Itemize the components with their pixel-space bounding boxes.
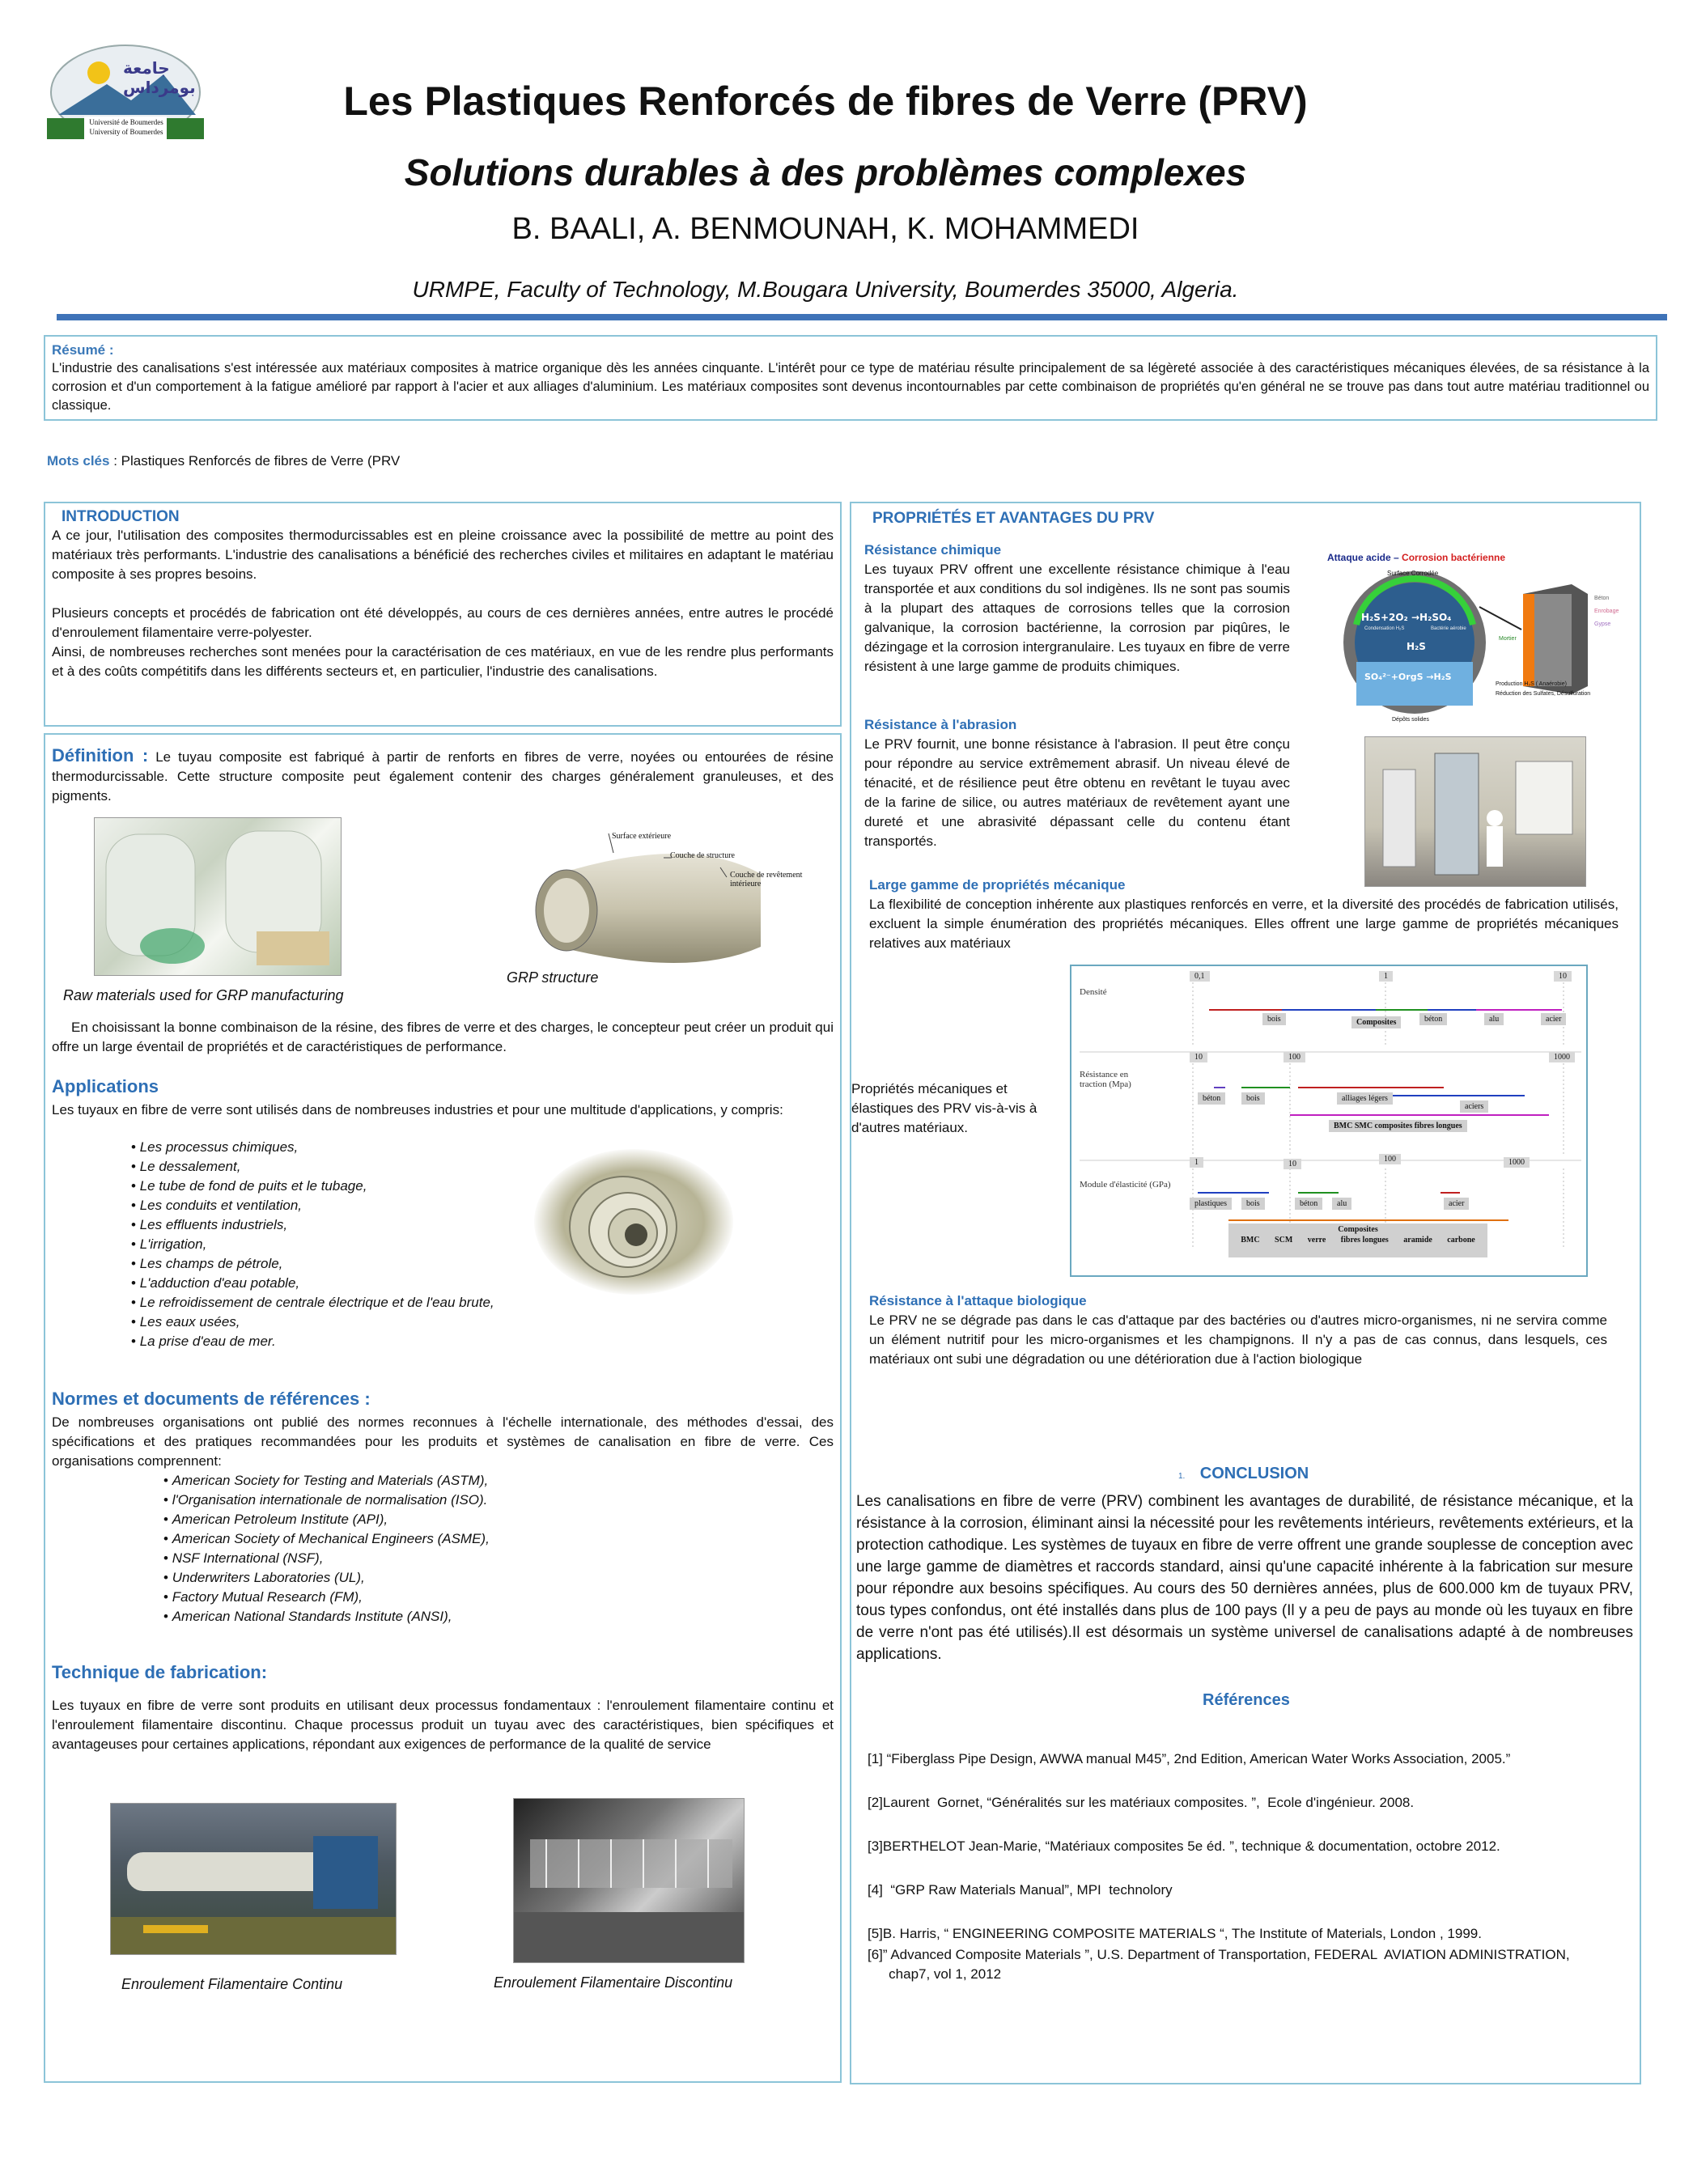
composites-item-bmc: BMC [1241,1236,1260,1245]
poster-subtitle: Solutions durables à des problèmes complexes [404,151,1247,193]
grp-label-surface: Surface extérieure [612,832,672,841]
biological-text: Le PRV ne se dégrade pas dans le cas d'attaque par des bactéries ou d'autres micro-organismes, ni ne servira comme un élément nutritif pour les micro-organismes et les champignons. Il n'y a pas de cas connus, dans lesquels, ces matériaux ont subi une dégradation ou une détérioration due à l'action biologique [869,1313,1607,1367]
chemical-heading: Résistance chimique [864,542,1002,558]
reference-item: [6]” Advanced Composite Materials ”, U.S. Department of Transportation, FEDERAL AVIATION ADMINISTRATION, [868,1947,1570,1962]
corrosion-depots: Dépôts solides [1392,717,1429,723]
norm-item: • American National Standards Institute (ANSI), [163,1607,649,1626]
corrosion-layer-enrobage: Enrobage [1594,609,1619,614]
applications-intro: Les tuyaux en fibre de verre sont utilisés dans de nombreuses industries et pour une multitude d'applications, y compris: [52,1102,783,1117]
reference-item: [1] “Fiberglass Pipe Design, AWWA manual M45”, 2nd Edition, American Water Works Association, 2005.” [868,1751,1511,1766]
introduction-p2: Plusieurs concepts et procédés de fabrication ont été développés, au cours de ces dernières années, entre autres le procédé d'enroulement filamentaire verre-polyester. [52,605,834,640]
normes-intro: De nombreuses organisations ont publié des normes reconnues à l'échelle internationale, des méthodes d'essai, des spécifications et des pratiques recommandées pour les produits et systèmes de canalisation en fibre de verre. Ces organisations comprennent: [52,1414,834,1469]
application-item: • Le dessalement, [131,1157,584,1177]
corrosion-layer-gypse: Gypse [1594,621,1611,627]
abstract-box [44,335,1657,421]
tensile-mat-alliages: alliages légers [1337,1092,1393,1105]
abstract-label: Résumé : [52,342,114,358]
corrosion-cond: Condensation H₂S [1364,626,1405,631]
continuous-winding-photo [110,1803,397,1955]
corrosion-diagram [1321,550,1628,727]
university-logo [42,34,209,142]
composites-range-title: Composites [1338,1225,1378,1234]
reference-item: [3]BERTHELOT Jean-Marie, “Matériaux composites 5e éd. ”, technique & documentation, octobre 2012. [868,1838,1500,1854]
density-mat-composites: Composites [1351,1016,1401,1028]
corrosion-title-a: Attaque acide – [1327,552,1402,563]
application-item: • La prise d'eau de mer. [131,1332,584,1351]
introduction-p3: Ainsi, de nombreuses recherches sont menées pour la caractérisation de ces matériaux, en vue de les rendre plus performants et à des coûts compétitifs dans les différents secteurs et, en particulier, l'industrie des canalisations. [52,644,834,679]
modulus-mat-bois: bois [1241,1198,1265,1210]
reference-item: [2]Laurent Gornet, “Généralités sur les matériaux composites. ”, Ecole d'ingénieur. 2008. [868,1795,1415,1810]
application-item: • Les conduits et ventilation, [131,1196,584,1215]
definition-text: Le tuyau composite est fabriqué à partir de renforts en fibres de verre, noyées ou entourées de résine thermodurcissable. Cette structure composite peut également contenir des charges généralement granuleuses, et des pigments. [52,749,834,804]
normes-list [163,1471,649,1626]
technique-heading: Technique de fabrication: [52,1662,268,1682]
keywords-label: Mots clés [47,453,110,469]
density-mat-acier: acier [1541,1013,1566,1025]
reference-item: [4] “GRP Raw Materials Manual”, MPI technolory [868,1882,1173,1898]
corrosion-eq3: SO₄²⁻+OrgS →H₂S [1364,672,1452,682]
tensile-mat-bmc: BMC SMC composites fibres longues [1329,1120,1467,1132]
logo-arabic-text: جامعة بومرداس [123,58,196,97]
modulus-tick-3: 1000 [1504,1157,1530,1168]
corrosion-eq1: H₂S+2O₂ →H₂SO₄ [1361,612,1452,623]
modulus-tick-0: 1 [1190,1157,1203,1168]
introduction-box [44,502,842,727]
density-tick-0: 0,1 [1190,971,1210,982]
abstract-text: L'industrie des canalisations s'est intéressée aux matériaux composites à matrice organique dès les années cinquante. L'intérêt pour ce type de matériau résulte principalement de sa légèreté associée à des caractéristiques mécaniques élevées, de sa résistance à la corrosion et d'un comportement à la fatigue amélioré par rapport à l'acier et aux alliages d'aluminium. Les matériaux composites sont devenus incontournables par cette combinaison de propriétés qu'en général ne se trouve pas dans tout autre matériau traditionnel ou classique. [52,361,1649,413]
discontinuous-winding-photo [513,1798,745,1963]
corrosion-title-b: Corrosion bactérienne [1402,552,1506,563]
modulus-mat-plastiques: plastiques [1190,1198,1232,1210]
conclusion-heading: CONCLUSION [1199,1465,1309,1482]
corrosion-layer-mortier: Mortier [1499,636,1517,642]
density-mat-alu: alu [1484,1013,1504,1025]
norm-item: • NSF International (NSF), [163,1549,649,1568]
references-heading: Références [1203,1691,1290,1709]
applications-list [131,1138,584,1351]
keywords-text: : Plastiques Renforcés de fibres de Verre (PRV [113,453,401,469]
definition-heading: Définition : [52,745,149,765]
composites-item-fibres: fibres longues [1340,1236,1389,1245]
composites-item-verre: verre [1307,1236,1326,1245]
logo-line1: Université de Boumerdes [89,118,163,126]
norm-item: • American Society for Testing and Materials (ASTM), [163,1471,649,1491]
continuous-winding-caption: Enroulement Filamentaire Continu [121,1976,343,1992]
tensile-mat-bois: bois [1241,1092,1265,1105]
norm-item: • Factory Mutual Research (FM), [163,1588,649,1607]
modulus-tick-2: 100 [1379,1154,1401,1164]
technique-text: Les tuyaux en fibre de verre sont produits en utilisant deux processus fondamentaux : l'enroulement filamentaire continu et l'enroulement filamentaire discontinu. Chaque processus produit un tuyau avec des caractéristiques, bien spécifiques et avantageuses pour certaines applications, répondant aux exigences de performance de la qualité de service [52,1698,834,1752]
corrosion-prod: Production H₂S ( Anaérobie) [1496,681,1567,687]
logo-line2: University of Boumerdes [89,128,163,136]
mechanical-heading: Large gamme de propriétés mécanique [869,877,1126,893]
chart-row-label-modulus: Module d'élasticité (GPa) [1080,1180,1171,1190]
application-item: • Les eaux usées, [131,1313,584,1332]
application-item: • Les effluents industriels, [131,1215,584,1235]
grp-structure-figure [518,825,825,971]
normes-heading: Normes et documents de références : [52,1389,371,1409]
modulus-tick-1: 10 [1284,1159,1301,1169]
tensile-mat-beton: béton [1198,1092,1225,1105]
composites-item-carbone: carbone [1447,1236,1475,1245]
keywords [47,453,400,469]
tensile-mat-aciers: aciers [1460,1100,1488,1113]
norm-item: • American Society of Mechanical Engineers (ASME), [163,1529,649,1549]
composites-item-aramide: aramide [1403,1236,1432,1245]
application-item: • Les processus chimiques, [131,1138,584,1157]
chart-row-label-tensile: Résistance en traction (Mpa) [1080,1070,1131,1089]
conclusion-num: 1. [1178,1472,1186,1481]
raw-materials-caption: Raw materials used for GRP manufacturing [63,987,344,1003]
corrosion-aerobie: Bactérie aérobie [1431,626,1466,631]
grp-label-structure: Couche de structure [670,851,735,860]
biological-heading: Résistance à l'attaque biologique [869,1293,1087,1308]
conclusion-text: Les canalisations en fibre de verre (PRV) combinent les avantages de durabilité, de résistance mécanique, et la résistance à la corrosion, éliminant ainsi la nécessité pour les revêtements intérieurs, revêtements extérieurs, et la protection cathodique. Les systèmes de tuyaux en fibre de verre offrent une grande souplesse de conception avec une large gamme de diamètres et raccords standard, ainsi qu'une capacité inhérente à la fabrication sur mesure pour répondre aux besoins spécifiques. Au cours des 50 dernières années, plus de 600.000 km de tuyaux PRV, tous types confondus, ont été installés dans plus de 100 pays (Il y a peu de pays au monde où les tuyaux en fibre de verre n'ont pas été utilisés).Il est désormais un système universel de canalisations adapté à de nombreuses applications. [856,1493,1633,1663]
application-item: • Le refroidissement de centrale électrique et de l'eau brute, [131,1293,584,1313]
density-mat-beton: béton [1419,1013,1447,1025]
norm-item: • l'Organisation internationale de normalisation (ISO). [163,1491,649,1510]
application-item: • L'adduction d'eau potable, [131,1274,584,1293]
definition-block [52,746,834,806]
introduction-heading: INTRODUCTION [62,508,180,525]
chart-caption: Propriétés mécaniques et élastiques des PRV vis-à-vis à d'autres matériaux. [851,1081,1037,1135]
application-item: • L'irrigation, [131,1235,584,1254]
abrasion-text: Le PRV fournit, une bonne résistance à l'abrasion. Il peut être conçu pour répondre au service extrêmement abrasif. Un niveau élevé de ténacité, et de résilience peut être obtenu en revêtant le tuyau avec de la farine de silice, ou autres matériaux de revêtement ayant une dureté et une abrasivité dépassant celle du contenu étant transportés. [864,736,1290,849]
definition-text2: En choisissant la bonne combinaison de la résine, des fibres de verre et des charges, le concepteur peut créer un produit qui offre un large éventail de propriétés et de caractéristiques de performance. [52,1020,834,1054]
conclusion-heading-row [1178,1465,1309,1483]
application-item: • Les champs de pétrole, [131,1254,584,1274]
tensile-tick-1: 100 [1284,1052,1305,1062]
composites-range-box [1228,1223,1487,1257]
raw-materials-photo [94,817,342,976]
modulus-mat-alu: alu [1332,1198,1351,1210]
pipes-photo [534,1149,733,1295]
corrosion-layer-beton: Béton [1594,596,1610,601]
discontinuous-winding-caption: Enroulement Filamentaire Discontinu [494,1974,733,1991]
tensile-tick-2: 1000 [1549,1052,1575,1062]
lab-photo [1364,736,1586,887]
application-item: • Le tube de fond de puits et le tubage, [131,1177,584,1196]
modulus-mat-beton: béton [1295,1198,1322,1210]
chart-row-label-density: Densité [1080,987,1107,997]
reference-item: [5]B. Harris, “ ENGINEERING COMPOSITE MATERIALS “, The Institute of Materials, London , 1999. [868,1926,1482,1941]
properties-heading: PROPRIÉTÉS ET AVANTAGES DU PRV [872,510,1155,527]
poster-title: Les Plastiques Renforcés de fibres de Verre (PRV) [343,78,1308,124]
grp-structure-caption: GRP structure [507,969,599,986]
tensile-tick-0: 10 [1190,1052,1207,1062]
density-tick-2: 10 [1554,971,1572,982]
mechanical-text: La flexibilité de conception inhérente aux plastiques renforcés en verre, et la diversité des procédés de fabrication utilisés, excluent la simple énumération des propriétés mécaniques. Elles offrent une large gamme de propriétés mécaniques relatives aux matériaux [869,897,1619,951]
chemical-text: Les tuyaux PRV offrent une excellente résistance chimique à l'eau transportée et aux conditions du sol indigènes. Ils ne sont pas soumis à la plupart des attaques de corrosions telles que la corrosion galvanique, la corrosion bactérienne, la corrosion par piqûres, le dézingage et la corrosion intergranulaire. Les tuyaux en fibre de verre résistent à une large gamme de produits chimiques. [864,562,1290,674]
composites-item-scm: SCM [1275,1236,1293,1245]
reference-item: chap7, vol 1, 2012 [877,1966,1002,1982]
corrosion-surface-label: Surface Corrodée [1387,570,1439,577]
poster-authors: B. BAALI, A. BENMOUNAH, K. MOHAMMEDI [511,212,1139,246]
abrasion-heading: Résistance à l'abrasion [864,717,1017,732]
grp-label-liner: Couche de revêtement intérieure [730,871,803,888]
density-tick-1: 1 [1379,971,1393,982]
density-mat-bois: bois [1262,1013,1286,1025]
modulus-mat-acier: acier [1444,1198,1469,1210]
norm-item: • Underwriters Laboratories (UL), [163,1568,649,1588]
introduction-p1: A ce jour, l'utilisation des composites thermodurcissables est en pleine croissance avec la possibilité de mettre au point des matériaux très performants. L'industrie des canalisations a bénéficié des recherches civiles et militaires en adaptant le matériau composite à ses propres besoins. [52,528,834,582]
corrosion-eq2: H₂S [1407,641,1426,652]
mechanical-properties-chart [1070,965,1588,1277]
applications-heading: Applications [52,1076,159,1096]
header-divider [57,314,1667,320]
corrosion-reduction: Réduction des Sulfates, Désulfuration [1496,691,1591,697]
poster-affiliation: URMPE, Faculty of Technology, M.Bougara University, Boumerdes 35000, Algeria. [412,277,1239,302]
norm-item: • American Petroleum Institute (API), [163,1510,649,1529]
